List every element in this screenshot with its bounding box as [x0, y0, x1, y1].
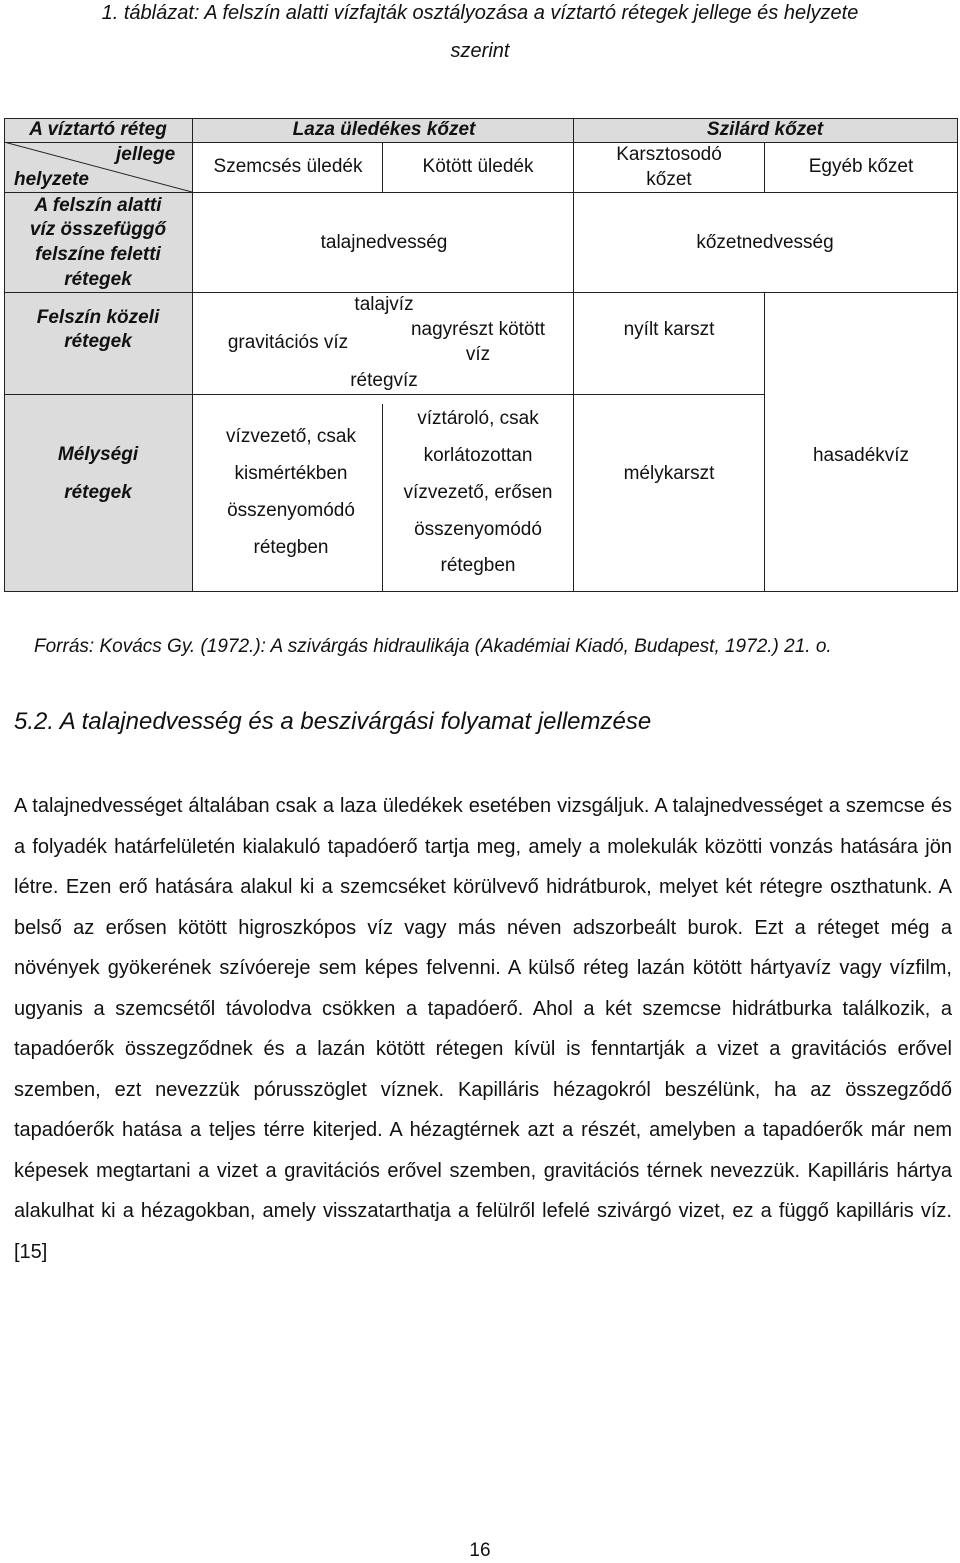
- header-szilard: Szilárd kőzet: [706, 119, 824, 140]
- row2-label-2: rétegek: [64, 331, 132, 352]
- grid-v-label: [192, 118, 193, 592]
- header-szemcses: Szemcsés üledék: [213, 156, 363, 177]
- row3-label-1: Mélységi: [57, 444, 139, 465]
- grid-h-2: [4, 192, 958, 193]
- header-kotott: Kötött üledék: [422, 156, 534, 177]
- melykarszt: mélykarszt: [623, 463, 715, 484]
- row1-label-1: A felszín alatti: [34, 195, 162, 216]
- section-heading: 5.2. A talajnedvesség és a beszivárgási folyamat jellemzése: [14, 708, 652, 735]
- header-karszt-2: kőzet: [646, 169, 692, 190]
- talajviz: talajvíz: [354, 294, 414, 315]
- row3-label-2: rétegek: [64, 482, 132, 503]
- grid-v-laza-szilard: [573, 118, 574, 592]
- header-karszt-1: Karsztosodó: [616, 144, 722, 165]
- grid-h-3: [4, 292, 958, 293]
- grid-v-egyeb: [764, 292, 765, 592]
- classification-table: [4, 118, 958, 592]
- gravitacios-viz: gravitációs víz: [227, 332, 349, 353]
- header-helyzete: helyzete: [14, 169, 89, 190]
- row3-kotott-5: rétegben: [440, 555, 516, 576]
- row2-label-1: Felszín közeli: [36, 307, 160, 328]
- nagyreszt-kotott-1: nagyrészt kötött: [410, 319, 546, 340]
- border-right: [957, 118, 958, 592]
- row3-kotott-1: víztároló, csak: [417, 408, 539, 429]
- row3-kotott-3: vízvezető, erősen: [403, 482, 553, 503]
- row3-szemcses-2: kismértékben: [234, 463, 348, 484]
- header-viztarto: A víztartó réteg: [29, 119, 167, 140]
- header-laza: Laza üledékes kőzet: [292, 119, 476, 140]
- retegviz: rétegvíz: [350, 370, 418, 391]
- header-egyeb: Egyéb kőzet: [808, 156, 914, 177]
- hasadekviz: hasadékvíz: [812, 445, 910, 466]
- grid-v-row3: [382, 404, 383, 592]
- border-bottom: [4, 591, 958, 592]
- source-citation: Forrás: Kovács Gy. (1972.): A szivárgás hidraulikája (Akadémiai Kiadó, Budapest, 1972.) 21. o.: [34, 636, 832, 657]
- body-paragraph: A talajnedvességet általában csak a laza üledékek esetében vizsgáljuk. A talajnedvességet a szemcse és a folyadék határfelületén kialakuló tapadóerő tartja meg, amely a molekulák közötti vonzás hatására jön létre. Ezen erő hatására alakul ki a szemcséket körülvevő hidrátburok, melyet két rétegre oszthatunk. A belső az erősen kötött higroszkópos víz vagy más néven adszorbeált burok. Ezt a réteget még a növények gyökerének szívóereje sem képes felvenni. A külső réteg lazán kötött hártyavíz vagy vízfilm, ugyanis a szemcsétől távolodva csökken a tapadóerő. Ahol a két szemcse hidrátburka találkozik, a tapadóerők összegződnek és a lazán kötött rétegen kívül is fenntartják a vizet a gravitációs erővel szemben, ezt nevezzük pórusszöglet víznek. Kapilláris hézagokról beszélünk, ha az összegződő tapadóerők hatása a teljes térre kiterjed. A hézagtérnek azt a részét, amelyben a tapadóerők már nem képesek megtartani a vizet a gravitációs erővel szemben, gravitációs térnek nevezzük. Kapilláris hártya alakulhat ki a hézagokban, amely visszatarthatja a felülről lefelé szivárgó vizet, ez a függő kapilláris víz. [15]: [14, 795, 952, 1263]
- row3-kotott-2: korlátozottan: [423, 445, 533, 466]
- row1-label-2: víz összefüggő: [29, 219, 167, 240]
- page-number: 16: [469, 1540, 491, 1561]
- table-caption-line1: 1. táblázat: A felszín alatti vízfajták osztályozása a víztartó rétegek jellege és helyzete: [101, 2, 859, 24]
- nyilt-karszt: nyílt karszt: [623, 319, 715, 340]
- talajnedvesseg: talajnedvesség: [320, 232, 448, 253]
- header-jellege: jellege: [116, 144, 176, 165]
- row3-kotott-4: összenyomódó: [414, 519, 542, 540]
- table-caption-line2: szerint: [450, 40, 510, 62]
- row3-szemcses-1: vízvezető, csak: [226, 426, 356, 447]
- row3-szemcses-3: összenyomódó: [227, 500, 355, 521]
- grid-h-4: [4, 394, 764, 395]
- row1-label-4: rétegek: [64, 269, 132, 290]
- grid-v-h2-2: [764, 142, 765, 192]
- kozetnedvesseg: kőzetnedvesség: [696, 232, 834, 253]
- row1-label-3: felszíne feletti: [35, 244, 161, 265]
- row3-szemcses-4: rétegben: [253, 537, 329, 558]
- grid-v-h2-1: [382, 142, 383, 192]
- nagyreszt-kotott-2: víz: [465, 344, 491, 365]
